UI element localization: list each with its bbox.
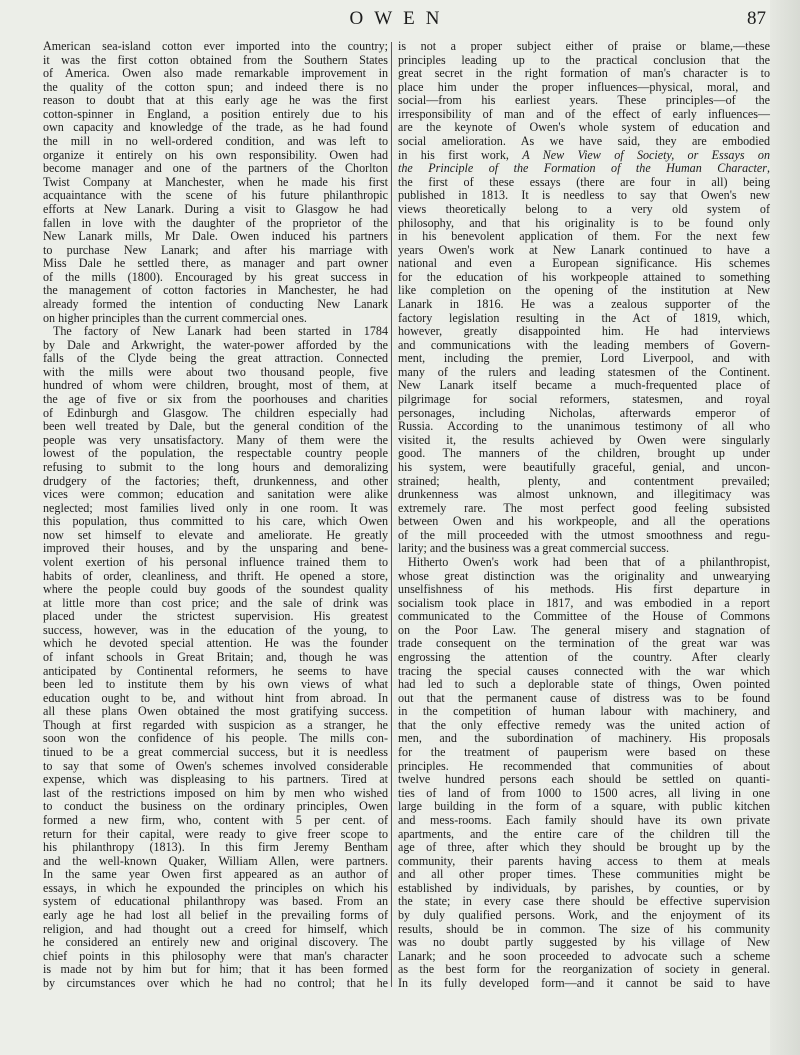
text-segment: ,	[766, 161, 770, 176]
text-line: the state; in every case there should be effective supervision	[398, 894, 770, 909]
text-line: socialism took place in 1817, and was embodied in a report	[398, 595, 770, 610]
text-line: however, greatly disappointed him. He had interviews	[398, 324, 770, 339]
text-segment: in his first work,	[398, 147, 523, 162]
text-line: twelve hundred persons each should be settled on quanti-	[398, 772, 770, 787]
text-line: like completion on the opening of the institution at New	[398, 283, 770, 298]
text-line: now set himself to elevate and ameliorate. He greatly	[43, 527, 388, 542]
text-line: Lanark; and he soon proceeded to advocate such a scheme	[398, 948, 770, 963]
text-line: strained; health, plenty, and contentment prevailed;	[398, 473, 770, 488]
text-line: reason to doubt that at this early age he was the first	[43, 93, 388, 108]
text-line: Miss Dale he settled there, as manager and part owner	[43, 256, 388, 271]
text-line: of infant schools in Great Britain; and, though he was	[43, 650, 388, 665]
text-line: this population, thus committed to his care, which Owen	[43, 514, 388, 529]
text-line: with the mills were about two thousand people, five	[43, 364, 388, 379]
text-line: efforts at New Lanark. During a visit to Glasgow he had	[43, 201, 388, 216]
text-line: results, should be in common. The size of his community	[398, 921, 770, 936]
text-line: neglected; most families lived only in one room. It was	[43, 500, 388, 515]
text-line: Twist Company at Manchester, when he made his first	[43, 174, 388, 189]
text-line: already formed the intention of conducting New Lanark	[43, 296, 388, 311]
text-line: anticipated by Continental reformers, he seems to have	[43, 663, 388, 678]
text-line: fallen in love with the daughter of the proprietor of the	[43, 215, 388, 230]
text-line: place him under the proper influences—physical, moral, and	[398, 79, 770, 94]
text-line: refusing to submit to the long hours and demoralizing	[43, 459, 388, 474]
text-line: extremely rare. The most perfect good feeling subsisted	[398, 500, 770, 515]
text-line: engrossing the attention of the country. After clearly	[398, 650, 770, 665]
text-line: to say that some of Owen's schemes involved considerable	[43, 758, 388, 773]
text-line: social amelioration. As we have said, they are embodied	[398, 134, 770, 149]
text-line: men, and the subordination of machinery. His proposals	[398, 731, 770, 746]
text-line: organize it entirely on his own responsibility. Owen had	[43, 147, 388, 162]
text-line: The factory of New Lanark had been started in 1784	[53, 324, 388, 339]
text-line: of Edinburgh and Glasgow. The children especially had	[43, 405, 388, 420]
text-line: of the mill proceeded with the utmost smoothness and regu-	[398, 527, 770, 542]
text-line: whose great distinction was the originality and unwearying	[398, 568, 770, 583]
text-line: out that the permanent cause of distress was to be found	[398, 690, 770, 705]
text-line: for the education of his workpeople attained to something	[398, 269, 770, 284]
text-line: American sea-island cotton ever imported into the country;	[43, 39, 388, 53]
text-line: tinued to be a great commercial success, but it is needless	[43, 745, 388, 760]
page-number: 87	[747, 8, 766, 29]
text-line: in his benevolent application of them. For the next few	[398, 229, 770, 244]
text-line: volent exertion of his personal influence trained them to	[43, 554, 388, 569]
text-line: trade consequent on the termination of the great war was	[398, 636, 770, 651]
text-line: Hitherto Owen's work had been that of a philanthropist,	[408, 554, 770, 569]
text-line: principles. He recommended that communities of about	[398, 758, 770, 773]
text-line: and mess-rooms. Each family should have its own private	[398, 812, 770, 827]
text-line	[398, 162, 770, 176]
text-line: ties of land of from 1000 to 1500 acres, all living in one	[398, 785, 770, 800]
text-line: social—from his earliest years. These principles—of the	[398, 93, 770, 108]
text-line: was no doubt partly suggested by his village of New	[398, 935, 770, 950]
text-line: age of three, after which they should be brought up by the	[398, 840, 770, 855]
text-line: larity; and the business was a great commercial success.	[398, 541, 670, 556]
text-line: of the mills (1800). Encouraged by his great success in	[43, 269, 388, 284]
text-line: for the treatment of pauperism were based on these	[398, 745, 770, 760]
text-line: In the same year Owen first appeared as an author of	[43, 867, 388, 882]
text-line: people was very unsatisfactory. Many of them were the	[43, 432, 388, 447]
text-line: pilgrimage for social reformers, statesmen, and royal	[398, 392, 770, 407]
text-line: between Owen and his workpeople, and all the operations	[398, 514, 770, 529]
book-title-italic: the Principle of the Formation of the Human Character	[398, 161, 767, 176]
text-line: expense, which was displeasing to his partners. Tired at	[43, 772, 388, 787]
text-line: factory legislation resulting in the Act of 1819, which,	[398, 310, 770, 325]
text-line: on higher principles than the current commercial ones.	[43, 310, 307, 325]
text-line: by Dale and Arkwright, the water-power afforded by the	[43, 337, 388, 352]
text-line: and communications with the leading members of Govern-	[398, 337, 770, 352]
text-line: cotton-spinner in England, a position entirely due to his	[43, 106, 388, 121]
text-line: as the best form for the reorganization of society in general.	[398, 962, 770, 977]
column-divider	[391, 42, 392, 987]
text-line: established by individuals, by parishes, by counties, or by	[398, 880, 770, 895]
text-line: where the people could buy goods of the soundest quality	[43, 582, 388, 597]
text-line: to purchase New Lanark; and after his marriage with	[43, 242, 388, 257]
text-line: tracing the special causes connected with the war which	[398, 663, 770, 678]
text-line: the management of cotton factories in Manchester, he had	[43, 283, 388, 298]
text-column-left	[43, 40, 388, 990]
text-line: falls of the Clyde being the great attraction. Connected	[43, 351, 388, 366]
text-line: the age of five or six from the poorhouses and charities	[43, 392, 388, 407]
text-line: all these plans Owen obtained the most gratifying success.	[43, 704, 388, 719]
text-line: of America. Owen also made remarkable improvement in	[43, 66, 388, 81]
text-line: and all other proper times. These communities might be	[398, 867, 770, 882]
text-line: system of educational philanthropy was based. From an	[43, 894, 388, 909]
text-line: principles leading up to the practical conclusion that the	[398, 52, 770, 67]
text-line: habits of order, cleanliness, and thrift. He opened a store,	[43, 568, 388, 583]
text-line: education ought to be, and without hint from abroad. In	[43, 690, 388, 705]
text-line: in the competition of human labour with machinery, and	[398, 704, 770, 719]
text-line: New Lanark mills, Mr Dale. Owen induced his partners	[43, 229, 388, 244]
text-line: the quality of the cotton spun; and indeed there is no	[43, 79, 388, 94]
text-line: religion, and had thought out a creed for himself, which	[43, 921, 388, 936]
text-line: return for their capital, were ready to give freer scope to	[43, 826, 388, 841]
text-line: chief points in this philosophy were that man's character	[43, 948, 388, 963]
text-line: years Owen's work at New Lanark continued to have a	[398, 242, 770, 257]
text-line: his system, were beautifully graceful, genial, and uncon-	[398, 459, 770, 474]
text-line: hundred of whom were children, brought, most of them, at	[43, 378, 388, 393]
text-line: the mill in no well-ordered condition, and was left to	[43, 134, 388, 149]
text-line: large building in the form of a square, with public kitchen	[398, 799, 770, 814]
text-line: soon won the confidence of his people. The mills con-	[43, 731, 388, 746]
text-line: own capacity and knowledge of the trade, as he had found	[43, 120, 388, 135]
text-line: personages, including Nicholas, afterwards emperor of	[398, 405, 770, 420]
text-line: at little more than cost price; and the sale of drink was	[43, 595, 388, 610]
text-line: is made not by him but for him; that it has been formed	[43, 962, 388, 977]
text-line: and the well-known Quaker, William Allen, were partners.	[43, 853, 388, 868]
text-line: views theoretically belong to a very old system of	[398, 201, 770, 216]
text-line: had led to such a deplorable state of things, Owen pointed	[398, 677, 770, 692]
text-line: his philanthropy (1813). In this firm Jeremy Bentham	[43, 840, 388, 855]
text-line: early age he had lost all belief in the prevailing forms of	[43, 908, 388, 922]
text-line: last of the restrictions imposed on him by men who wished	[43, 785, 388, 800]
text-line: national and even a European significance. His schemes	[398, 256, 770, 271]
running-head: OWEN	[349, 8, 451, 29]
text-line: Russia. According to the unanimous testimony of all who	[398, 419, 770, 434]
text-line: New Lanark itself became a much-frequented place of	[398, 378, 770, 393]
text-column-right	[398, 40, 770, 990]
text-line: In its fully developed form—and it cannot be said to have	[398, 975, 770, 990]
text-line: unselfishness of his methods. His first departure in	[398, 582, 770, 597]
text-line: apartments, and the entire care of the children till the	[398, 826, 770, 841]
text-line: many of the rulers and leading statesmen of the Continent.	[398, 364, 770, 379]
text-line: great secret in the right formation of man's character is to	[398, 66, 770, 81]
text-line: he considered an entirely new and original discovery. The	[43, 935, 388, 950]
page-edge-shadow	[770, 0, 800, 1055]
text-line: irresponsibility of man and of the effect of early influences—	[398, 106, 770, 121]
text-line: essays, in which he expounded the principles on which his	[43, 880, 388, 895]
text-line: published in 1813. It is needless to say that Owen's new	[398, 188, 770, 203]
text-line: success, however, was in the education of the young, to	[43, 622, 388, 637]
text-line: drudgery of the factories; theft, drunkenness, and other	[43, 473, 388, 488]
text-line: is not a proper subject either of praise or blame,—these	[398, 39, 770, 53]
text-line: ment, including the premier, Lord Liverpool, and with	[398, 351, 770, 366]
text-line: placed under the strictest supervision. His greatest	[43, 609, 388, 624]
text-line: improved their houses, and by the unsparing and bene-	[43, 541, 388, 556]
text-line: by circumstances over which he had no control; that he	[43, 975, 388, 990]
book-title-italic: A New View of Society, or Essays on	[522, 147, 770, 162]
text-line: drunkenness was almost unknown, and illegitimacy was	[398, 487, 770, 502]
text-line: philosophy, and that his originality is to be found only	[398, 215, 770, 230]
text-line: acquaintance with the scene of his future philanthropic	[43, 188, 388, 203]
text-line: visited it, the results achieved by Owen were singularly	[398, 432, 770, 447]
text-line: it was the first cotton obtained from the Southern States	[43, 52, 388, 67]
text-line: become manager and one of the partners of the Chorlton	[43, 161, 388, 176]
text-line: Though at first regarded with suspicion as a stranger, he	[43, 717, 388, 732]
text-line: communicated to the Committee of the House of Commons	[398, 609, 770, 624]
text-line: that the only effective remedy was the united action of	[398, 717, 770, 732]
text-line: are the keynote of Owen's whole system of education and	[398, 120, 770, 135]
text-line: on the Poor Law. The general misery and stagnation of	[398, 622, 770, 637]
text-line	[398, 149, 770, 163]
text-line: vices were common; education and sanitation were alike	[43, 487, 388, 502]
text-line: to conduct the business on the ordinary principles, Owen	[43, 799, 388, 814]
text-line: good. The manners of the children, brought up under	[398, 446, 770, 461]
text-line: community, their parents having access to them at meals	[398, 853, 770, 868]
text-line: formed a new firm, who, content with 5 per cent. of	[43, 812, 388, 827]
text-line: the first of these essays (there are four in all) being	[398, 174, 770, 189]
text-line: been led to institute them by his own views of what	[43, 677, 388, 692]
text-line: Lanark in 1816. He was a zealous supporter of the	[398, 296, 770, 311]
text-line: which he devoted special attention. He was the founder	[43, 636, 388, 651]
text-line: lowest of the population, the respectable country people	[43, 446, 388, 461]
text-line: by duly qualified persons. Work, and the enjoyment of its	[398, 908, 770, 922]
text-line: been well treated by Dale, but the general condition of the	[43, 419, 388, 434]
